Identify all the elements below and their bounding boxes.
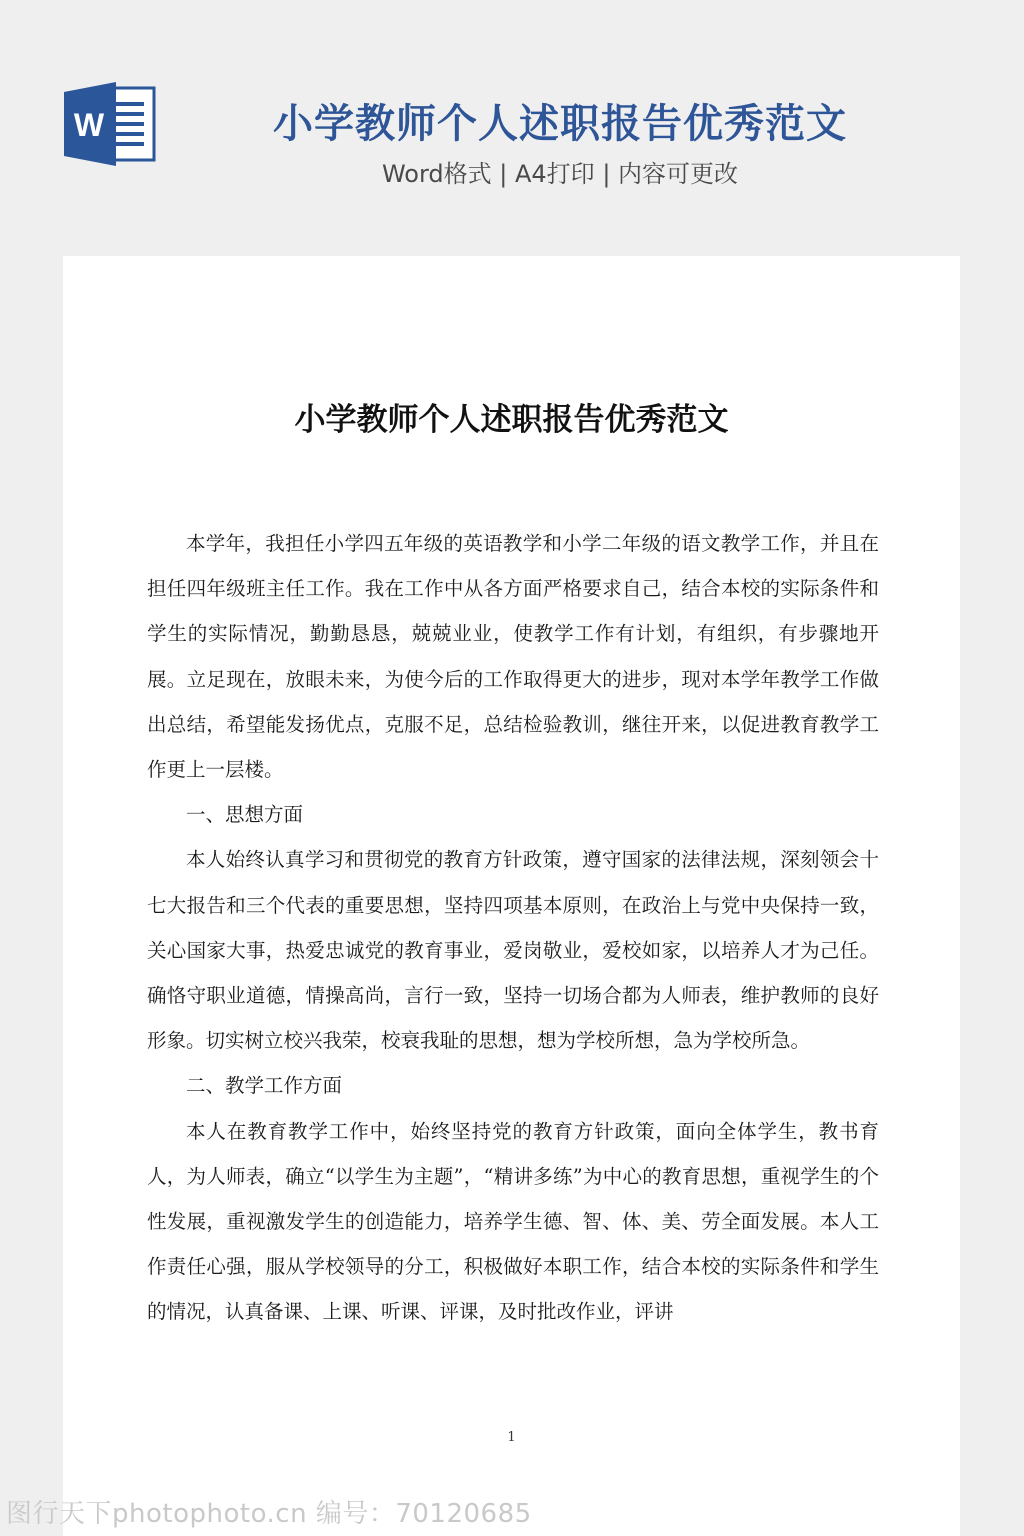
word-document-icon [64, 82, 158, 166]
watermark: 图行天下photophoto.cn 编号：70120685 [6, 1499, 532, 1529]
banner-title: 小学教师个人述职报告优秀范文 [273, 101, 847, 147]
paragraph-intro: 本学年，我担任小学四五年级的英语教学和小学二年级的语文教学工作，并且在担任四年级班主任工作。我在工作中从各方面严格要求自己，结合本校的实际条件和学生的实际情况，勤勤恳恳，兢兢业业，使教学工作有计划，有组织，有步骤地开展。立足现在，放眼未来，为使今后的工作取得更大的进步，现对本学年教学工作做出总结，希望能发扬优点，克服不足，总结检验教训，继往开来，以促进教育教学工作更上一层楼。 [147, 532, 879, 782]
paragraph-thought: 本人始终认真学习和贯彻党的教育方针政策，遵守国家的法律法规，深刻领会十七大报告和三个代表的重要思想，坚持四项基本原则，在政治上与党中央保持一致，关心国家大事，热爱忠诚党的教育事业，爱岗敬业，爱校如家，以培养人才为己任。确恪守职业道德，情操高尚，言行一致，坚持一切场合都为人师表，维护教师的良好形象。切实树立校兴我荣，校衰我耻的思想，想为学校所想，急为学校所急。 [147, 848, 879, 1053]
paragraph-teaching: 本人在教育教学工作中，始终坚持党的教育方针政策，面向全体学生，教书育人，为人师表，确立“以学生为主题”，“精讲多练”为中心的教育思想，重视学生的个性发展，重视激发学生的创造能力，培养学生德、智、体、美、劳全面发展。本人工作责任心强，服从学校领导的分工，积极做好本职工作，结合本校的实际条件和学生的情况，认真备课、上课、听课、评课，及时批改作业，评讲 [147, 1119, 879, 1324]
banner-subtitle: Word格式 | A4打印 | 内容可更改 [381, 160, 739, 188]
document-page [63, 256, 960, 1536]
section-heading-teaching: 二、教学工作方面 [186, 1074, 343, 1098]
document-body [147, 521, 879, 1335]
section-heading-thought: 一、思想方面 [186, 803, 304, 827]
document-title: 小学教师个人述职报告优秀范文 [294, 402, 729, 438]
word-logo-letter: W [73, 107, 105, 143]
page-number: 1 [507, 1430, 516, 1445]
